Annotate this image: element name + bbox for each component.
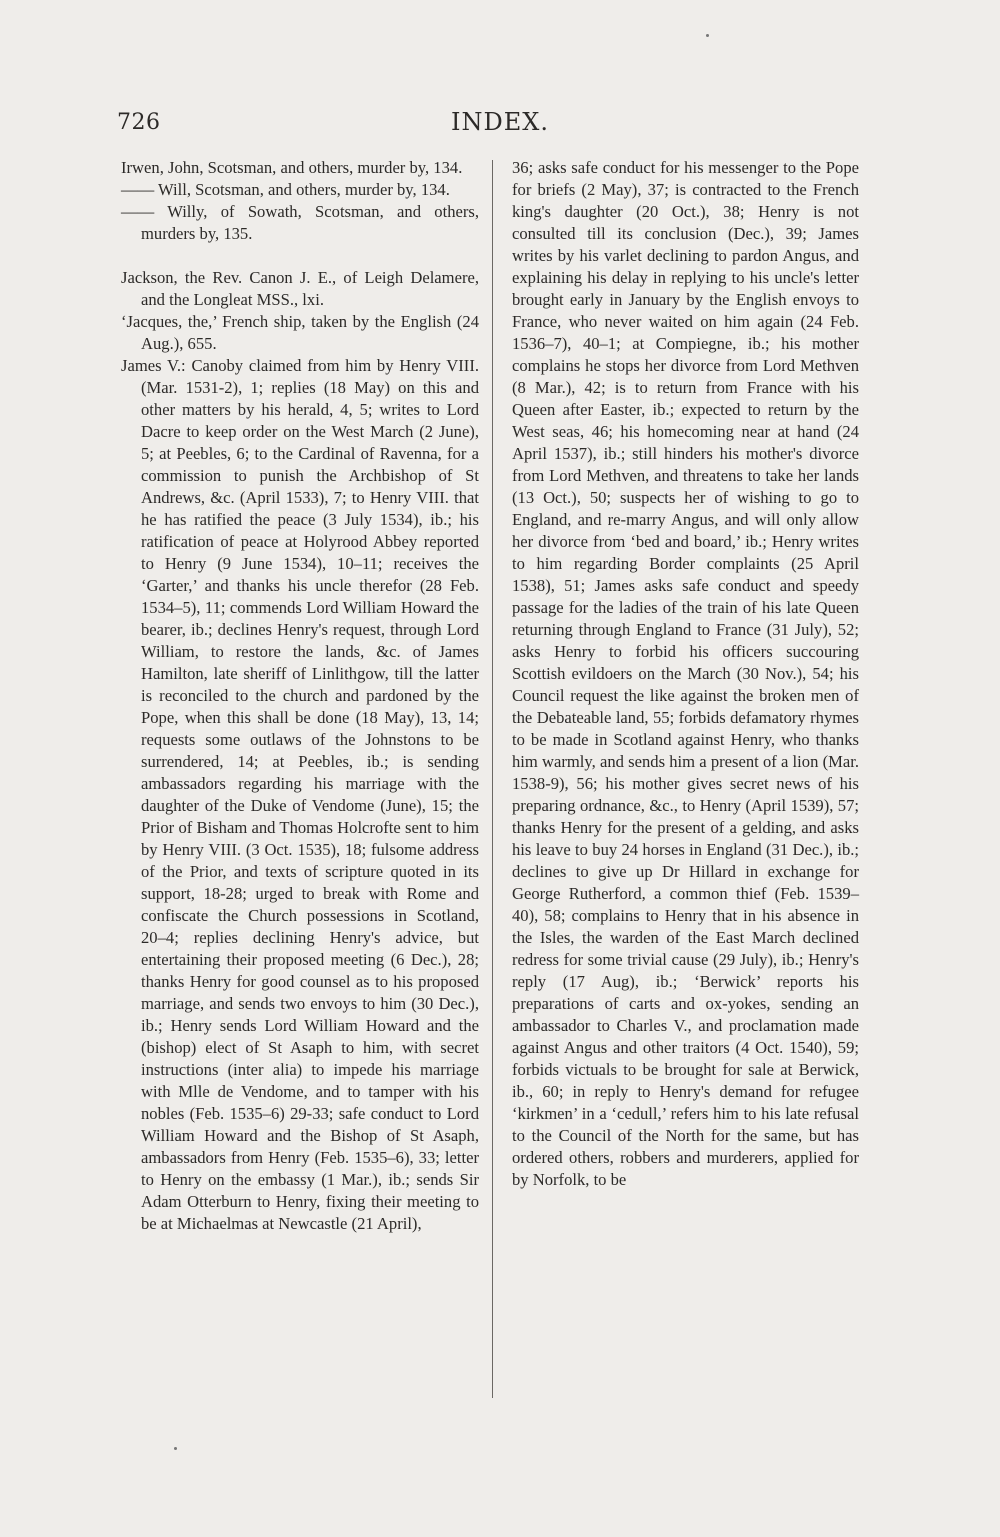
index-entry: —— Will, Scotsman, and others, murder by, 134. xyxy=(121,180,450,199)
page-number: 726 xyxy=(117,110,161,135)
index-entry: Jackson, the Rev. Canon J. E., of Leigh Delamere, and the Longleat MSS., lxi. xyxy=(121,268,479,309)
print-speck xyxy=(706,34,709,37)
index-entry-continuation: 36; asks safe conduct for his messenger to the Pope for briefs (2 May), 37; is contracted to the French king's daughter (20 Oct.), 38; Henry is not consulted till its conclusion (Dec.), 39; James writes by his varlet declining to pardon Angus, and explaining his delay in replying to his uncle's letter brought early in January by the English envoys to France, who never waited on him again (24 Feb. 1536–7), 40–1; at Compiegne, ib.; his mother complains he stops her divorce from Lord Methven (8 Mar.), 42; is to return from France with his Queen after Easter, ib.; expected to return by the West seas, 46; his homecoming near at hand (24 April 1537), ib.; still hinders his mother's divorce from Lord Methven, and threatens to take her lands (13 Oct.), 50; suspects her of wishing to go to England, and re-marry Angus, and will only allow her divorce from ‘bed and board,’ ib.; Henry writes to him regarding Border complaints (25 April 1538), 51; James asks safe conduct and speedy passage for the ladies of the train of his late Queen returning through England to France (31 July), 52; asks Henry to forbid his officers succouring Scottish evildoers on the March (30 Nov.), 54; his Council request the like against the broken men of the Debateable land, 55; forbids defamatory rhymes to be made in Scotland against Henry, who thanks him warmly, and sends him a present of a lion (Mar. 1538-9), 56; his mother gives secret news of his preparing ordnance, &c., to Henry (April 1539), 57; thanks Henry for the present of a gelding, and asks his leave to buy 24 horses in England (31 Dec.), ib.; declines to give up Dr Hillard in exchange for George Rutherford, a common thief (Feb. 1539–40), 58; complains to Henry that in his absence in the Isles, the warden of the East March declined redress for some trivial cause (29 July), ib.; Henry's reply (17 Aug), ib.; ‘Berwick’ reports his preparations of carts and ox-yokes, sending an ambassador to Charles V., and proclamation made against Angus and other traitors (4 Oct. 1540), 59; forbids victuals to be brought for sale at Berwick, ib., 60; in reply to Henry's demand for refugee ‘kirkmen’ in a ‘cedull,’ refers him to his late refusal to the Council of the North for the same, but has ordered others, robbers and murderers, applied for by Norfolk, to be xyxy=(512,158,859,1189)
page-title: INDEX. xyxy=(451,108,549,136)
index-entry: James V.: Canoby claimed from him by Henry VIII. (Mar. 1531-2), 1; replies (18 May) on this and other matters by his herald, 4, 5; writes to Lord Dacre to keep order on the West March (2 June), 5; at Peebles, 6; to the Cardinal of Ravenna, for a commission to punish the Archbishop of St Andrews, &c. (April 1533), 7; to Henry VIII. that he has ratified the peace (3 July 1534), ib.; his ratification of peace at Holyrood Abbey reported to Henry (9 June 1534), 10–11; receives the ‘Garter,’ and thanks his uncle therefor (28 Feb. 1534–5), 11; commends Lord William Howard the bearer, ib.; declines Henry's request, through Lord William, to restore the lands, &c. of James Hamilton, late sheriff of Linlithgow, till the latter is reconciled to the church and pardoned by the Pope, when this shall be done (18 May), 13, 14; requests some outlaws of the Johnstons to be surrendered, 14; at Peebles, ib.; is sending ambassadors regarding his marriage with the daughter of the Duke of Vendome (June), 15; the Prior of Bisham and Thomas Holcrofte sent to him by Henry VIII. (3 Oct. 1535), 18; fulsome address of the Prior, and texts of scripture quoted in its support, 18-28; urged to break with Rome and confiscate the Church possessions in Scotland, 20–4; replies declining Henry's advice, but entertaining their proposed meeting (6 Dec.), 28; thanks Henry for good counsel as to his proposed marriage, and sends two envoys to him (30 Dec.), ib.; Henry sends Lord William Howard and the (bishop) elect of St Asaph to him, with secret instructions (inter alia) to impede his marriage with Mlle de Vendome, and to tamper with his nobles (Feb. 1535–6) 29-33; safe conduct to Lord William Howard and the Bishop of St Asaph, ambassadors from Henry (Feb. 1535–6), 33; letter to Henry on the embassy (1 Mar.), ib.; sends Sir Adam Otterburn to Henry, fixing their meeting to be at Michaelmas at Newcastle (21 April), xyxy=(121,356,479,1233)
index-entry: ‘Jacques, the,’ French ship, taken by the English (24 Aug.), 655. xyxy=(121,312,479,353)
index-column-right xyxy=(512,157,859,1191)
index-column-left xyxy=(121,157,479,1235)
column-divider xyxy=(492,160,493,1398)
index-entry: —— Willy, of Sowath, Scotsman, and others, murders by, 135. xyxy=(121,202,479,243)
print-speck xyxy=(174,1447,177,1450)
index-entry: Irwen, John, Scotsman, and others, murder by, 134. xyxy=(121,158,463,177)
